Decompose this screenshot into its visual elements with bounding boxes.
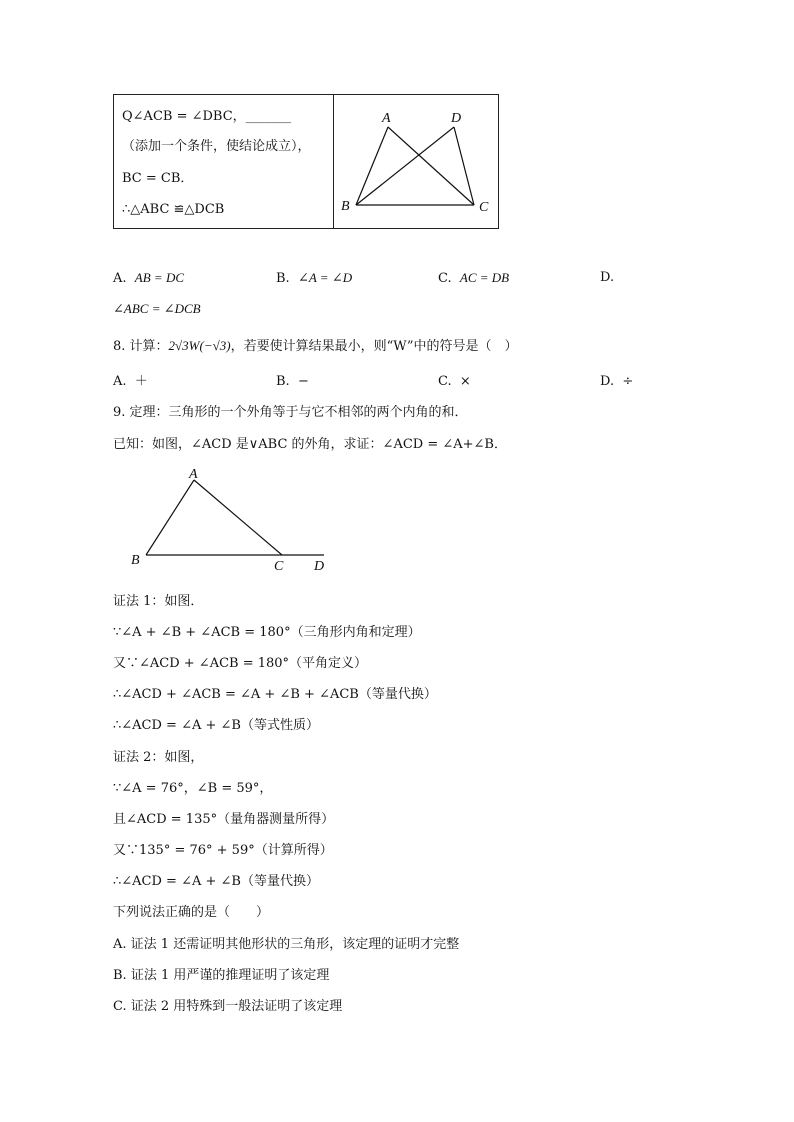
q7-option-c[interactable]: C. AC = DB [438,270,510,286]
segment-AB [356,127,388,205]
label-A: A [382,111,391,126]
q8-option-c[interactable]: C. × [438,374,471,389]
proof-line-1: 证法 1：如图． [113,594,204,609]
proof-line-8: 且∠ACD = 135°（量角器测量所得） [113,812,335,827]
q8-option-a[interactable]: A. ＋ [113,374,148,389]
question-9-theorem: 9. 定理：三角形的一个外角等于与它不相邻的两个内角的和． [113,405,468,420]
q7-option-b[interactable]: B. ∠A = ∠D [276,270,353,286]
proof-line-2: ∵∠A + ∠B + ∠ACB = 180°（三角形内角和定理） [113,625,421,640]
segment-AC [388,127,474,205]
q7-option-a[interactable]: A. AB = DC [113,270,185,286]
q7-option-d-label[interactable]: D. [600,270,615,285]
label-B: B [131,553,140,568]
quadrilateral-figure [334,95,498,228]
proof-line-7: ∵∠A = 76°，∠B = 59°， [113,781,273,796]
label-D: D [451,111,462,126]
question-8-stem: 8. 计算：2√3W(−√3)，若要使计算结果最小，则“W”中的符号是（ ） [113,338,518,354]
question-7-table [113,94,499,229]
proof-line-9: 又∵135° = 76° + 59°（计算所得） [113,843,333,858]
q9-option-c[interactable]: C. 证法 2 用特殊到一般法证明了该定理 [113,999,343,1014]
triangle-figure [120,462,340,578]
label-C: C [274,559,284,574]
segment-DB [356,127,454,205]
box-line-4: ∴△ABC ≌△DCB [122,202,225,217]
proof-line-4: ∴∠ACD + ∠ACB = ∠A + ∠B + ∠ACB（等量代换） [113,687,437,702]
question-9-prompt: 下列说法正确的是（ ） [113,905,270,920]
question-9-given: 已知：如图，∠ACD 是∨ABC 的外角，求证：∠ACD = ∠A+∠B． [113,437,507,452]
box-line-2: （添加一个条件，使结论成立）， [122,139,311,154]
segment-AB [146,480,194,555]
box-line-1: Q∠ACB = ∠DBC，_______ [122,109,292,124]
proof-line-6: 证法 2：如图， [113,750,204,765]
label-A: A [189,467,198,482]
segment-DC [454,127,474,205]
proof-line-5: ∴∠ACD = ∠A + ∠B（等式性质） [113,718,319,733]
label-B: B [341,199,350,214]
box-line-3: BC = CB． [122,171,194,186]
proof-line-10: ∴∠ACD = ∠A + ∠B（等量代换） [113,874,319,889]
q9-option-a[interactable]: A. 证法 1 还需证明其他形状的三角形，该定理的证明才完整 [113,937,460,952]
segment-AC [194,480,282,555]
q9-option-b[interactable]: B. 证法 1 用严谨的推理证明了该定理 [113,968,330,983]
proof-line-3: 又∵∠ACD + ∠ACB = 180°（平角定义） [113,656,368,671]
label-C: C [479,200,489,215]
q7-option-d-text: ∠ABC = ∠DCB [113,301,201,316]
label-D: D [314,559,325,574]
q8-option-b[interactable]: B. − [276,374,309,389]
q8-option-d[interactable]: D. ÷ [600,374,634,389]
